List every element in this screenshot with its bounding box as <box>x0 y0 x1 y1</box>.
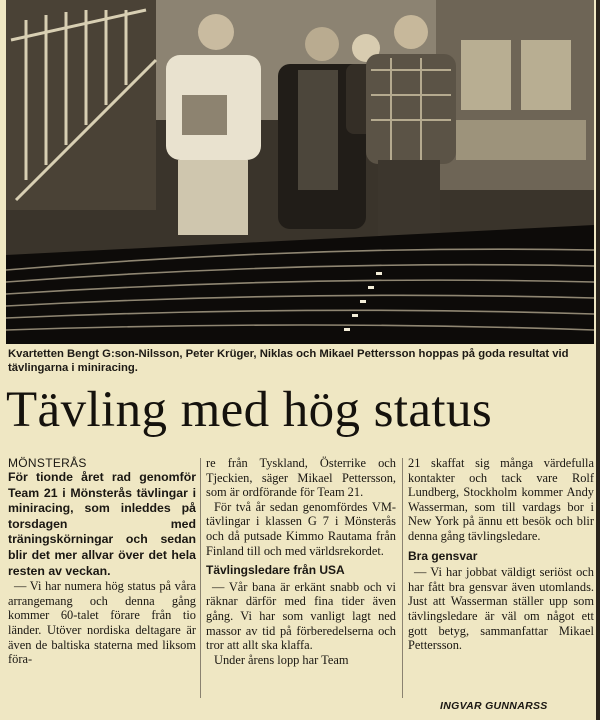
column-divider <box>402 458 403 698</box>
news-photo <box>6 0 594 344</box>
body-paragraph: — Vi har jobbat väldigt seriöst och har fått bra gensvar även utomlands. Just att Wasserman ställer upp som tävlingsledare är väl om något ett gott betyg, sammanfattar Mikael Pettersson. <box>408 565 594 653</box>
subheading: Bra gensvar <box>408 548 478 563</box>
article-column-2 <box>206 456 396 667</box>
body-paragraph: — Vår bana är erkänt snabb och vi räknar därför med fina tider även gång. Vi har som vanligt lagt ned massor av tid på förberedelserna och tror att allt ska klaffa. <box>206 579 396 653</box>
headline: Tävling med hög status <box>6 382 493 438</box>
column-divider <box>200 458 201 698</box>
body-paragraph: re från Tyskland, Österrike och Tjeckien, säger Mikael Pettersson, som är ordförande för Team 21. <box>206 456 396 500</box>
body-paragraph: 21 skaffat sig många värdefulla kontakter och tack vare Rolf Lundberg, Stockholm kommer Andy Wasserman, som till vardags bor i New York på ännu ett besök och blir denna gång tävlingsledare. <box>408 456 594 543</box>
byline: INGVAR GUNNARSS <box>440 700 548 712</box>
subheading: Tävlingsledare från USA <box>206 563 345 578</box>
photo-caption: Kvartetten Bengt G:son-Nilsson, Peter Krüger, Niklas och Mikael Pettersson hoppas på goda resultat vid tävlingarna i miniracing. <box>8 348 569 374</box>
body-paragraph: För två år sedan genomfördes VM-tävlingar i klassen G 7 i Mönsterås och då putsade Kimmo Rautama från Finland till och med världsrekordet. <box>206 499 396 558</box>
page-edge <box>596 0 600 720</box>
dateline: MÖNSTERÅS <box>8 456 87 470</box>
article-column-3 <box>408 456 594 653</box>
body-paragraph: Under årens lopp har Team <box>214 652 349 667</box>
body-paragraph: — Vi har numera hög status på våra arrangemang och denna gång kommer 60-talet förare från tio länder. Utöver nordiska deltagare är även de baltiska staterna med liksom föra- <box>8 579 196 667</box>
lead-paragraph: För tionde året rad genomför Team 21 i Mönsterås tävlingar i miniracing, som inleddes på torsdagen med träningskörningar och sedan blir det mer allvar över det hela resten av veckan. <box>8 470 196 578</box>
article-column-1 <box>8 456 196 667</box>
